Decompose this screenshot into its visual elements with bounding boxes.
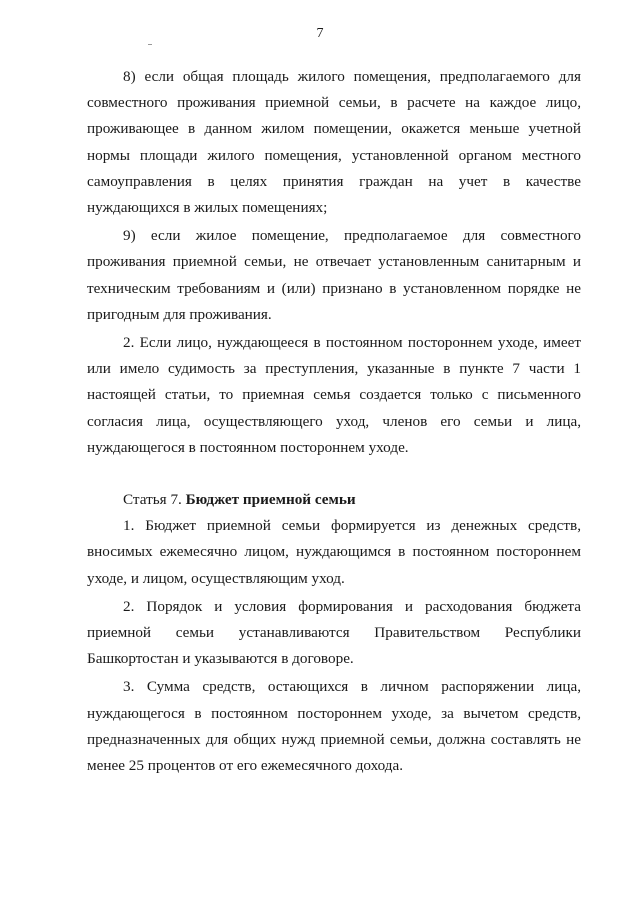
page-number: 7	[316, 26, 324, 41]
document-body	[87, 64, 581, 779]
article-paragraph-2: 2. Порядок и условия формирования и расходования бюджета приемной семьи устанавливаются Правительством Республики Башкортостан и указываются в договоре.	[87, 597, 581, 668]
article-paragraph-1: 1. Бюджет приемной семьи формируется из денежных средств, вносимых ежемесячно лицом, нуждающимся в постоянном постороннем уходе, и лицом, осуществляющим уход.	[87, 517, 581, 587]
article-title: Бюджет приемной семьи	[185, 491, 356, 509]
scan-mark	[148, 44, 152, 45]
article-paragraph-3: 3. Сумма средств, остающихся в личном распоряжении лица, нуждающегося в постоянном постороннем уходе, за вычетом средств, предназначенных для общих нужд приемной семьи, должна составлять не менее 25 процентов от его ежемесячного дохода.	[87, 678, 581, 775]
article-prefix: Статья 7.	[123, 491, 186, 509]
paragraph-item-8: 8) если общая площадь жилого помещения, предполагаемого для совместного проживания приемной семьи, в расчете на каждое лицо, проживающее в данном жилом помещении, окажется меньше учетной нормы площади жилого помещения, установленной органом местного самоуправления в целях принятия граждан на учет в качестве нуждающихся в жилых помещениях;	[87, 68, 581, 217]
paragraph-item-9: 9) если жилое помещение, предполагаемое для совместного проживания приемной семьи, не отвечает установленным санитарным и техническим требованиям и (или) признано в установленном порядке не пригодным для проживания.	[87, 227, 581, 323]
article-heading	[87, 487, 581, 513]
paragraph-part-2: 2. Если лицо, нуждающееся в постоянном постороннем уходе, имеет или имело судимость за преступления, указанные в пункте 7 части 1 настоящей статьи, то приемная семья создается только с письменного согласия лица, осуществляющего уход, членов его семьи и лица, нуждающегося в постоянном постороннем уходе.	[87, 334, 581, 456]
